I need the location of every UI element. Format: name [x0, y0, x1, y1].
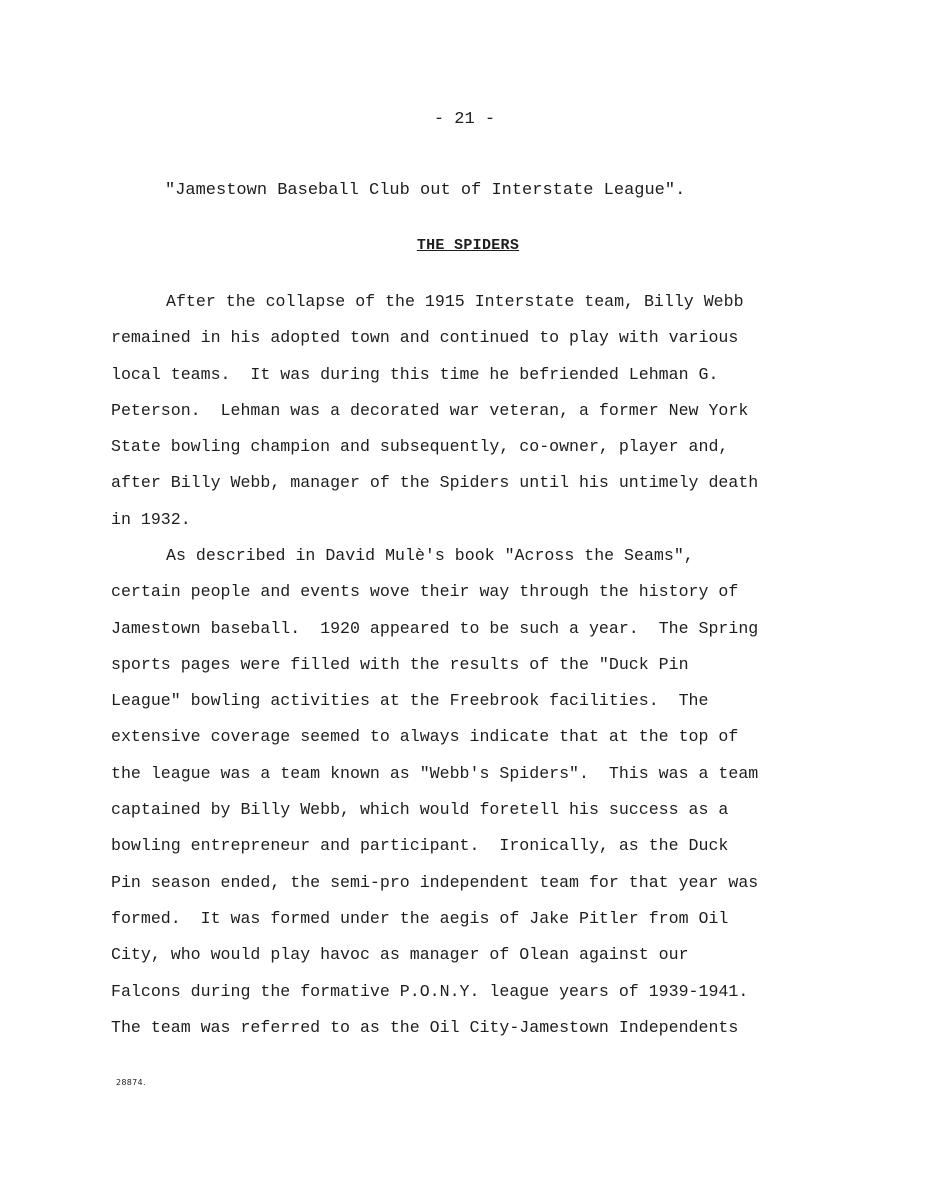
text-line: As described in David Mulè's book "Across the Seams", — [166, 546, 694, 565]
text-line: Peterson. Lehman was a decorated war veteran, a former New York — [111, 400, 749, 420]
text-line: after Billy Webb, manager of the Spiders until his untimely death — [111, 473, 759, 493]
text-line: remained in his adopted town and continued to play with various — [111, 328, 739, 348]
continuation-line: "Jamestown Baseball Club out of Interstate League". — [165, 181, 686, 200]
text-line: the league was a team known as "Webb's Spiders". This was a team — [111, 763, 759, 783]
text-line: local teams. It was during this time he befriended Lehman G. — [111, 364, 719, 384]
paragraph — [111, 538, 841, 1046]
text-line: Falcons during the formative P.O.N.Y. league years of 1939-1941. — [111, 981, 749, 1001]
text-line: extensive coverage seemed to always indicate that at the top of — [111, 727, 739, 747]
text-line: sports pages were filled with the results of the "Duck Pin — [111, 654, 689, 674]
paragraph — [111, 284, 841, 538]
text-line: in 1932. — [111, 509, 191, 529]
page-number: - 21 - — [433, 110, 496, 129]
text-line: City, who would play havoc as manager of Olean against our — [111, 945, 689, 965]
text-line: Pin season ended, the semi-pro independent team for that year was — [111, 872, 759, 892]
text-line: League" bowling activities at the Freebrook facilities. The — [111, 691, 709, 711]
text-line: State bowling champion and subsequently, co-owner, player and, — [111, 437, 729, 457]
text-line: bowling entrepreneur and participant. Ironically, as the Duck — [111, 836, 729, 856]
section-heading: THE SPIDERS — [416, 237, 520, 254]
text-line: captained by Billy Webb, which would foretell his success as a — [111, 800, 729, 820]
text-line: formed. It was formed under the aegis of Jake Pitler from Oil — [111, 908, 729, 928]
text-line: The team was referred to as the Oil City-Jamestown Independents — [111, 1017, 739, 1037]
text-line: certain people and events wove their way through the history of — [111, 582, 739, 602]
text-line: Jamestown baseball. 1920 appeared to be such a year. The Spring — [111, 618, 759, 638]
text-line: After the collapse of the 1915 Interstate team, Billy Webb — [166, 292, 744, 311]
document-id: 28874. — [116, 1078, 146, 1087]
